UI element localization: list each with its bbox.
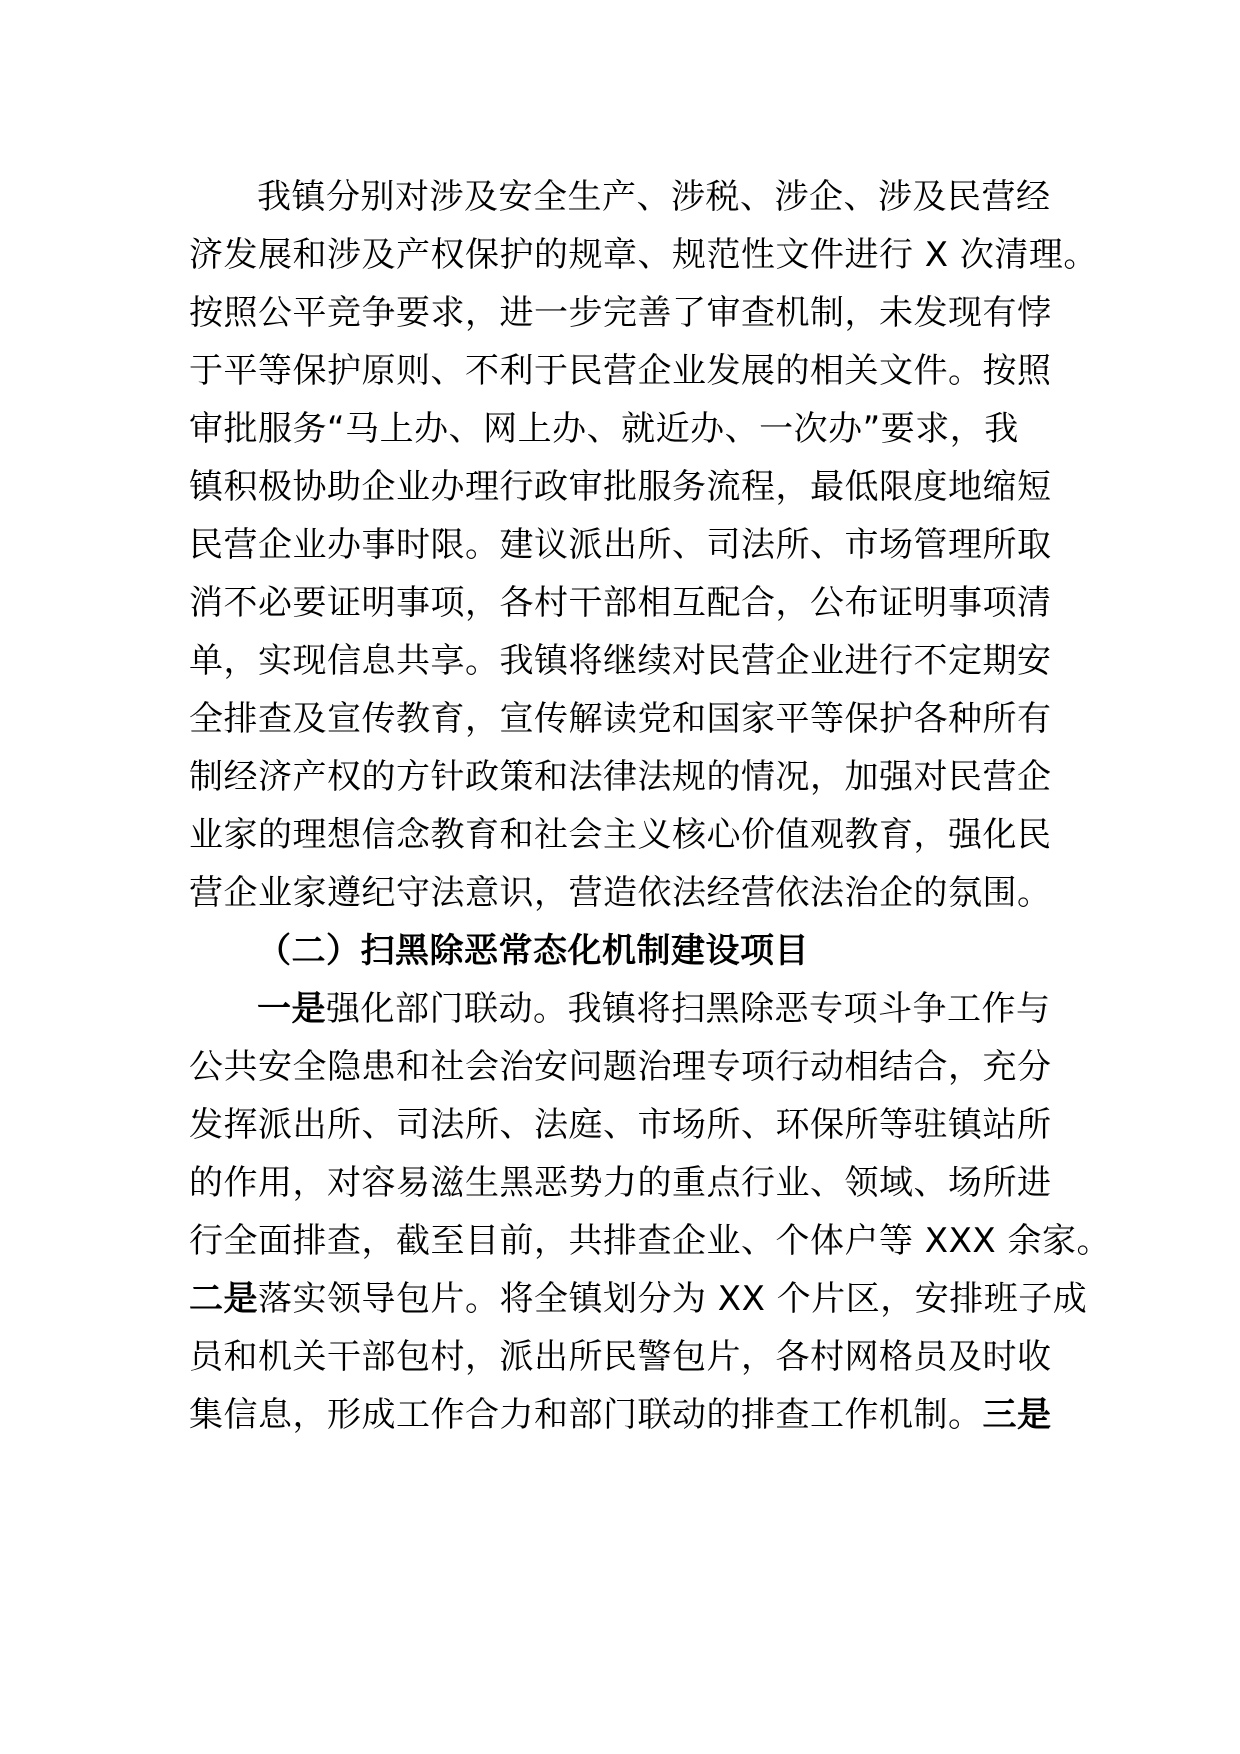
section-heading: （二）扫黑除恶常态化机制建设项目	[257, 931, 809, 971]
paragraph-line: 业家的理想信念教育和社会主义核心价值观教育，强化民	[189, 815, 1052, 855]
paragraph-line: 全排查及宣传教育，宣传解读党和国家平等保护各种所有	[189, 699, 1052, 739]
paragraph-line: 于平等保护原则、不利于民营企业发展的相关文件。按照	[189, 351, 1052, 391]
paragraph-line: 济发展和涉及产权保护的规章、规范性文件进行 X 次清理。	[189, 235, 1098, 275]
paragraph-text: 强化部门联动。我镇将扫黑除恶专项斗争工作与	[326, 989, 1051, 1029]
point-marker: 三是	[982, 1395, 1052, 1435]
paragraph-line: 行全面排查，截至目前，共排查企业、个体户等 XXX 余家。	[189, 1221, 1111, 1261]
paragraph-line: 镇积极协助企业办理行政审批服务流程，最低限度地缩短	[189, 467, 1052, 507]
point-marker: 一是	[257, 989, 326, 1029]
paragraph-line	[189, 1393, 1089, 1437]
paragraph-line: 我镇分别对涉及安全生产、涉税、涉企、涉及民营经	[257, 177, 1051, 217]
paragraph-line: 发挥派出所、司法所、法庭、市场所、环保所等驻镇站所	[189, 1105, 1052, 1145]
paragraph-line: 按照公平竞争要求，进一步完善了审查机制，未发现有悖	[189, 293, 1052, 333]
point-marker: 二是	[189, 1279, 258, 1319]
paragraph-text: 集信息，形成工作合力和部门联动的排查工作机制。	[189, 1395, 983, 1435]
paragraph-line: 的作用，对容易滋生黑恶势力的重点行业、领域、场所进	[189, 1163, 1052, 1203]
paragraph-line	[189, 1277, 1089, 1321]
paragraph-line: 审批服务“马上办、网上办、就近办、一次办”要求，我	[189, 409, 1019, 449]
paragraph-line	[257, 987, 1157, 1031]
paragraph-text: 落实领导包片。将全镇划分为 XX 个片区，安排班子成	[258, 1279, 1088, 1319]
paragraph-line: 制经济产权的方针政策和法律法规的情况，加强对民营企	[189, 757, 1052, 797]
paragraph-line: 营企业家遵纪守法意识，营造依法经营依法治企的氛围。	[189, 873, 1052, 913]
paragraph-line: 单，实现信息共享。我镇将继续对民营企业进行不定期安	[189, 641, 1052, 681]
paragraph-line: 员和机关干部包村，派出所民警包片，各村网格员及时收	[189, 1337, 1052, 1377]
paragraph-line: 消不必要证明事项，各村干部相互配合，公布证明事项清	[189, 583, 1052, 623]
paragraph-line: 公共安全隐患和社会治安问题治理专项行动相结合，充分	[189, 1047, 1052, 1087]
paragraph-line: 民营企业办事时限。建议派出所、司法所、市场管理所取	[189, 525, 1052, 565]
